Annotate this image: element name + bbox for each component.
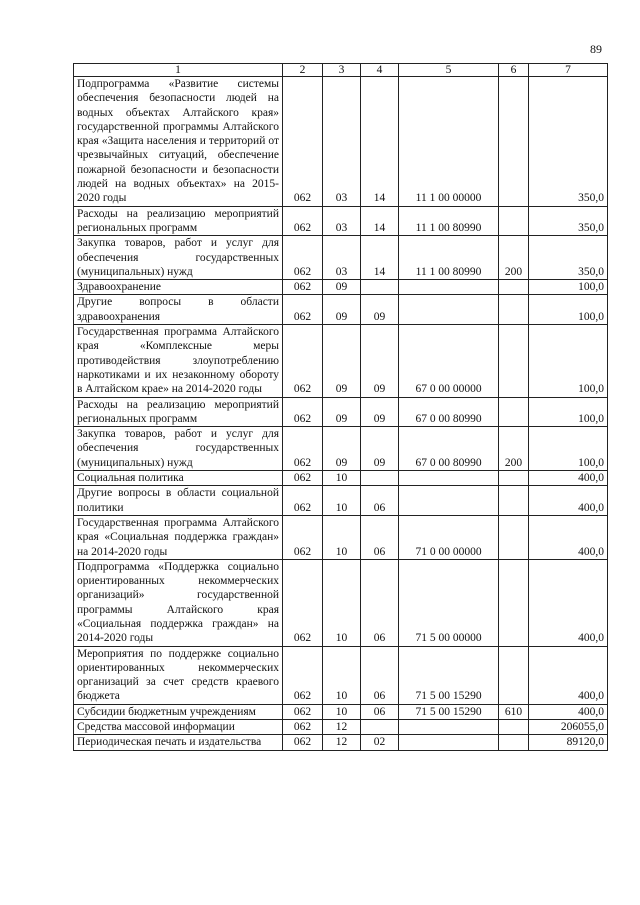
cell-admin-code: 062 <box>283 77 323 207</box>
cell-amount: 400,0 <box>529 704 608 719</box>
cell-target-article: 11 1 00 80990 <box>399 236 499 280</box>
row-description: Здравоохранение <box>74 280 283 295</box>
cell-admin-code: 062 <box>283 486 323 516</box>
table-row <box>74 646 608 704</box>
column-header: 5 <box>399 64 499 77</box>
row-description: Средства массовой информации <box>74 720 283 735</box>
cell-section: 09 <box>323 427 361 471</box>
table-row <box>74 397 608 427</box>
cell-section: 10 <box>323 559 361 646</box>
cell-section: 09 <box>323 295 361 325</box>
table-row <box>74 735 608 750</box>
row-description: Государственная программа Алтайского края «Комплексные меры противодействия злоупотреблению наркотиками и их незаконному обороту в Алтайском крае» на 2014-2020 годы <box>74 325 283 397</box>
cell-subsection: 14 <box>361 236 399 280</box>
table-row <box>74 471 608 486</box>
cell-target-article: 67 0 00 00000 <box>399 325 499 397</box>
cell-section: 03 <box>323 77 361 207</box>
column-header: 6 <box>499 64 529 77</box>
cell-target-article: 71 5 00 00000 <box>399 559 499 646</box>
cell-admin-code: 062 <box>283 559 323 646</box>
cell-amount: 89120,0 <box>529 735 608 750</box>
cell-section: 10 <box>323 704 361 719</box>
table-row <box>74 77 608 207</box>
cell-amount: 400,0 <box>529 471 608 486</box>
row-description: Другие вопросы в области здравоохранения <box>74 295 283 325</box>
table-row <box>74 515 608 559</box>
cell-admin-code: 062 <box>283 704 323 719</box>
cell-subsection: 09 <box>361 427 399 471</box>
cell-target-article: 11 1 00 00000 <box>399 77 499 207</box>
table-row <box>74 704 608 719</box>
cell-amount: 350,0 <box>529 236 608 280</box>
table-row <box>74 280 608 295</box>
cell-amount: 400,0 <box>529 646 608 704</box>
cell-target-article <box>399 486 499 516</box>
cell-subsection: 09 <box>361 325 399 397</box>
table-row <box>74 236 608 280</box>
cell-expense-type <box>499 77 529 207</box>
cell-target-article: 67 0 00 80990 <box>399 397 499 427</box>
cell-admin-code: 062 <box>283 236 323 280</box>
column-header: 3 <box>323 64 361 77</box>
budget-table <box>73 63 608 751</box>
cell-admin-code: 062 <box>283 471 323 486</box>
row-description: Субсидии бюджетным учреждениям <box>74 704 283 719</box>
table-header-row <box>74 64 608 77</box>
cell-target-article: 67 0 00 80990 <box>399 427 499 471</box>
cell-target-article <box>399 720 499 735</box>
cell-expense-type <box>499 397 529 427</box>
cell-amount: 400,0 <box>529 559 608 646</box>
cell-expense-type <box>499 646 529 704</box>
cell-admin-code: 062 <box>283 720 323 735</box>
cell-section: 12 <box>323 735 361 750</box>
row-description: Подпрограмма «Поддержка социально ориентированных некоммерческих организаций» государственной программы Алтайского края «Социальная поддержка граждан» на 2014-2020 годы <box>74 559 283 646</box>
table-row <box>74 427 608 471</box>
cell-expense-type <box>499 295 529 325</box>
cell-amount: 400,0 <box>529 486 608 516</box>
cell-subsection: 14 <box>361 77 399 207</box>
cell-subsection <box>361 280 399 295</box>
cell-admin-code: 062 <box>283 206 323 236</box>
cell-amount: 350,0 <box>529 206 608 236</box>
cell-section: 10 <box>323 646 361 704</box>
cell-subsection <box>361 471 399 486</box>
page-number: 89 <box>590 42 602 56</box>
row-description: Расходы на реализацию мероприятий региональных программ <box>74 397 283 427</box>
cell-section: 10 <box>323 471 361 486</box>
cell-expense-type <box>499 515 529 559</box>
cell-expense-type <box>499 325 529 397</box>
column-header: 2 <box>283 64 323 77</box>
table-row <box>74 559 608 646</box>
cell-subsection: 06 <box>361 646 399 704</box>
row-description: Подпрограмма «Развитие системы обеспечения безопасности людей на водных объектах Алтайского края» государственной программы Алтайского края «Защита населения и территорий от чрезвычайных ситуаций, обеспечение пожарной безопасности и безопасности людей на водных объектах» на 2015-2020 годы <box>74 77 283 207</box>
cell-section: 03 <box>323 236 361 280</box>
row-description: Другие вопросы в области социальной политики <box>74 486 283 516</box>
cell-target-article: 71 5 00 15290 <box>399 704 499 719</box>
cell-expense-type: 610 <box>499 704 529 719</box>
cell-admin-code: 062 <box>283 280 323 295</box>
cell-expense-type <box>499 486 529 516</box>
row-description: Закупка товаров, работ и услуг для обеспечения государственных (муниципальных) нужд <box>74 236 283 280</box>
cell-subsection: 02 <box>361 735 399 750</box>
cell-subsection: 06 <box>361 515 399 559</box>
cell-subsection: 06 <box>361 559 399 646</box>
cell-target-article <box>399 295 499 325</box>
cell-subsection: 06 <box>361 486 399 516</box>
cell-target-article: 71 5 00 15290 <box>399 646 499 704</box>
cell-amount: 350,0 <box>529 77 608 207</box>
cell-admin-code: 062 <box>283 646 323 704</box>
row-description: Социальная политика <box>74 471 283 486</box>
row-description: Закупка товаров, работ и услуг для обеспечения государственных (муниципальных) нужд <box>74 427 283 471</box>
cell-target-article: 71 0 00 00000 <box>399 515 499 559</box>
cell-amount: 400,0 <box>529 515 608 559</box>
cell-expense-type <box>499 280 529 295</box>
cell-subsection: 14 <box>361 206 399 236</box>
cell-admin-code: 062 <box>283 735 323 750</box>
cell-subsection <box>361 720 399 735</box>
row-description: Расходы на реализацию мероприятий региональных программ <box>74 206 283 236</box>
cell-section: 03 <box>323 206 361 236</box>
cell-expense-type <box>499 720 529 735</box>
cell-target-article <box>399 280 499 295</box>
cell-expense-type: 200 <box>499 236 529 280</box>
cell-section: 12 <box>323 720 361 735</box>
cell-expense-type <box>499 206 529 236</box>
cell-expense-type <box>499 735 529 750</box>
cell-amount: 100,0 <box>529 427 608 471</box>
cell-section: 10 <box>323 515 361 559</box>
cell-amount: 100,0 <box>529 295 608 325</box>
cell-admin-code: 062 <box>283 397 323 427</box>
cell-target-article: 11 1 00 80990 <box>399 206 499 236</box>
cell-section: 10 <box>323 486 361 516</box>
row-description: Государственная программа Алтайского края «Социальная поддержка граждан» на 2014-2020 годы <box>74 515 283 559</box>
cell-target-article <box>399 735 499 750</box>
table-row <box>74 206 608 236</box>
column-header: 7 <box>529 64 608 77</box>
cell-expense-type: 200 <box>499 427 529 471</box>
column-header: 1 <box>74 64 283 77</box>
cell-amount: 100,0 <box>529 397 608 427</box>
cell-subsection: 09 <box>361 295 399 325</box>
table-row <box>74 720 608 735</box>
table-row <box>74 295 608 325</box>
cell-section: 09 <box>323 280 361 295</box>
cell-section: 09 <box>323 325 361 397</box>
cell-amount: 100,0 <box>529 325 608 397</box>
cell-expense-type <box>499 559 529 646</box>
column-header: 4 <box>361 64 399 77</box>
cell-admin-code: 062 <box>283 325 323 397</box>
cell-subsection: 09 <box>361 397 399 427</box>
cell-subsection: 06 <box>361 704 399 719</box>
cell-amount: 206055,0 <box>529 720 608 735</box>
table-row <box>74 486 608 516</box>
row-description: Мероприятия по поддержке социально ориентированных некоммерческих организаций за счет средств краевого бюджета <box>74 646 283 704</box>
cell-section: 09 <box>323 397 361 427</box>
row-description: Периодическая печать и издательства <box>74 735 283 750</box>
cell-target-article <box>399 471 499 486</box>
cell-expense-type <box>499 471 529 486</box>
cell-admin-code: 062 <box>283 515 323 559</box>
cell-amount: 100,0 <box>529 280 608 295</box>
table-row <box>74 325 608 397</box>
cell-admin-code: 062 <box>283 427 323 471</box>
cell-admin-code: 062 <box>283 295 323 325</box>
